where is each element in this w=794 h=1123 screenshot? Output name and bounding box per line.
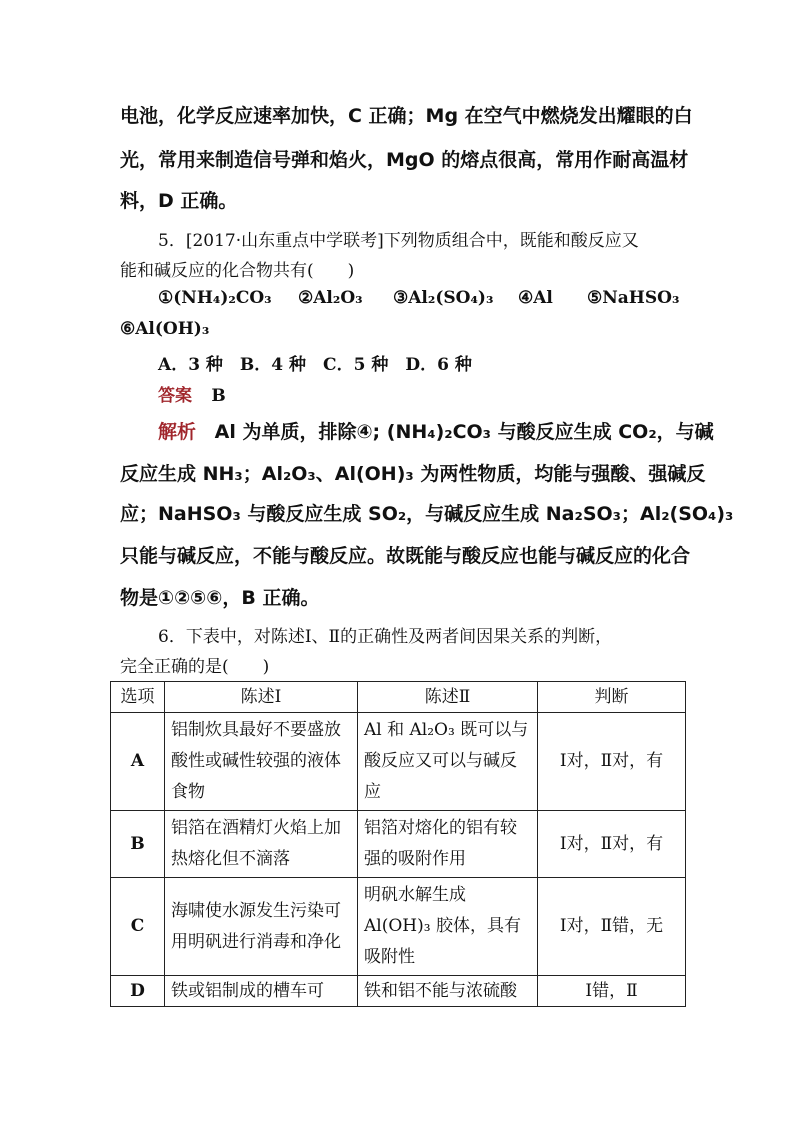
q5-answer bbox=[158, 381, 226, 406]
header-statement-2: 陈述Ⅱ bbox=[358, 682, 538, 713]
row-judgement: Ⅰ对，Ⅱ对，有 bbox=[538, 713, 686, 811]
table-row bbox=[111, 713, 686, 811]
q5-item-4: ④Al bbox=[518, 288, 553, 308]
q5-analysis-line-5: 物是①②⑤⑥，B 正确。 bbox=[120, 587, 320, 609]
header-judgement: 判断 bbox=[538, 682, 686, 713]
row-judgement: Ⅰ错，Ⅱ bbox=[538, 976, 686, 1007]
row-key: B bbox=[111, 811, 165, 878]
header-option: 选项 bbox=[111, 682, 165, 713]
table-row bbox=[111, 976, 686, 1007]
row-statement-2: Al 和 Al₂O₃ 既可以与酸反应又可以与碱反应 bbox=[358, 713, 538, 811]
analysis-label: 解析 bbox=[158, 421, 197, 443]
row-statement-1: 海啸使水源发生污染可用明矾进行消毒和净化 bbox=[165, 878, 358, 976]
prev-solution-line-1: 电池，化学反应速率加快，C 正确；Mg 在空气中燃烧发出耀眼的白 bbox=[120, 105, 693, 127]
q5-options: A．3 种 B．4 种 C．5 种 D．6 种 bbox=[158, 355, 472, 375]
q5-item-3: ③Al₂(SO₄)₃ bbox=[393, 288, 494, 308]
answer-label: 答案 bbox=[158, 386, 192, 406]
prev-solution-line-3: 料，D 正确。 bbox=[120, 190, 238, 212]
q5-stem-2: 能和碱反应的化合物共有( ) bbox=[120, 261, 355, 281]
q5-item-5: ⑤NaHSO₃ bbox=[587, 288, 680, 308]
row-statement-1: 铝制炊具最好不要盛放酸性或碱性较强的液体食物 bbox=[165, 713, 358, 811]
q6-table bbox=[110, 681, 686, 1007]
q5-analysis-line-2: 反应生成 NH₃；Al₂O₃、Al(OH)₃ 为两性物质，均能与强酸、强碱反 bbox=[120, 463, 706, 485]
row-judgement: Ⅰ对，Ⅱ错，无 bbox=[538, 878, 686, 976]
table-row bbox=[111, 878, 686, 976]
table-header-row bbox=[111, 682, 686, 713]
q5-stem-1: 5．[2017·山东重点中学联考]下列物质组合中，既能和酸反应又 bbox=[158, 231, 639, 251]
row-statement-2: 明矾水解生成Al(OH)₃ 胶体，具有吸附性 bbox=[358, 878, 538, 976]
row-statement-2: 铝箔对熔化的铝有较强的吸附作用 bbox=[358, 811, 538, 878]
q5-analysis-line-4: 只能与碱反应，不能与酸反应。故既能与酸反应也能与碱反应的化合 bbox=[120, 545, 691, 567]
q5-analysis-line-1 bbox=[158, 417, 714, 444]
row-statement-1: 铝箔在酒精灯火焰上加热熔化但不滴落 bbox=[165, 811, 358, 878]
row-statement-1: 铁或铝制成的槽车可 bbox=[165, 976, 358, 1007]
table-row bbox=[111, 811, 686, 878]
answer-value: B bbox=[211, 386, 226, 406]
q5-item-1: ①(NH₄)₂CO₃ bbox=[158, 288, 272, 308]
row-statement-2: 铁和铝不能与浓硫酸 bbox=[358, 976, 538, 1007]
row-judgement: Ⅰ对，Ⅱ对，有 bbox=[538, 811, 686, 878]
q6-stem-2: 完全正确的是( ) bbox=[120, 657, 270, 677]
row-key: D bbox=[111, 976, 165, 1007]
q6-stem-1: 6．下表中，对陈述Ⅰ、Ⅱ的正确性及两者间因果关系的判断， bbox=[158, 627, 613, 647]
prev-solution-line-2: 光，常用来制造信号弹和焰火，MgO 的熔点很高，常用作耐高温材 bbox=[120, 149, 689, 171]
q5-item-2: ②Al₂O₃ bbox=[298, 288, 363, 308]
analysis-text-1: Al 为单质，排除④; (NH₄)₂CO₃ 与酸反应生成 CO₂，与碱 bbox=[214, 421, 714, 443]
header-statement-1: 陈述Ⅰ bbox=[165, 682, 358, 713]
row-key: C bbox=[111, 878, 165, 976]
row-key: A bbox=[111, 713, 165, 811]
q5-analysis-line-3: 应；NaHSO₃ 与酸反应生成 SO₂，与碱反应生成 Na₂SO₃；Al₂(SO₄)₃ bbox=[120, 503, 734, 525]
q5-item-6: ⑥Al(OH)₃ bbox=[120, 319, 210, 339]
